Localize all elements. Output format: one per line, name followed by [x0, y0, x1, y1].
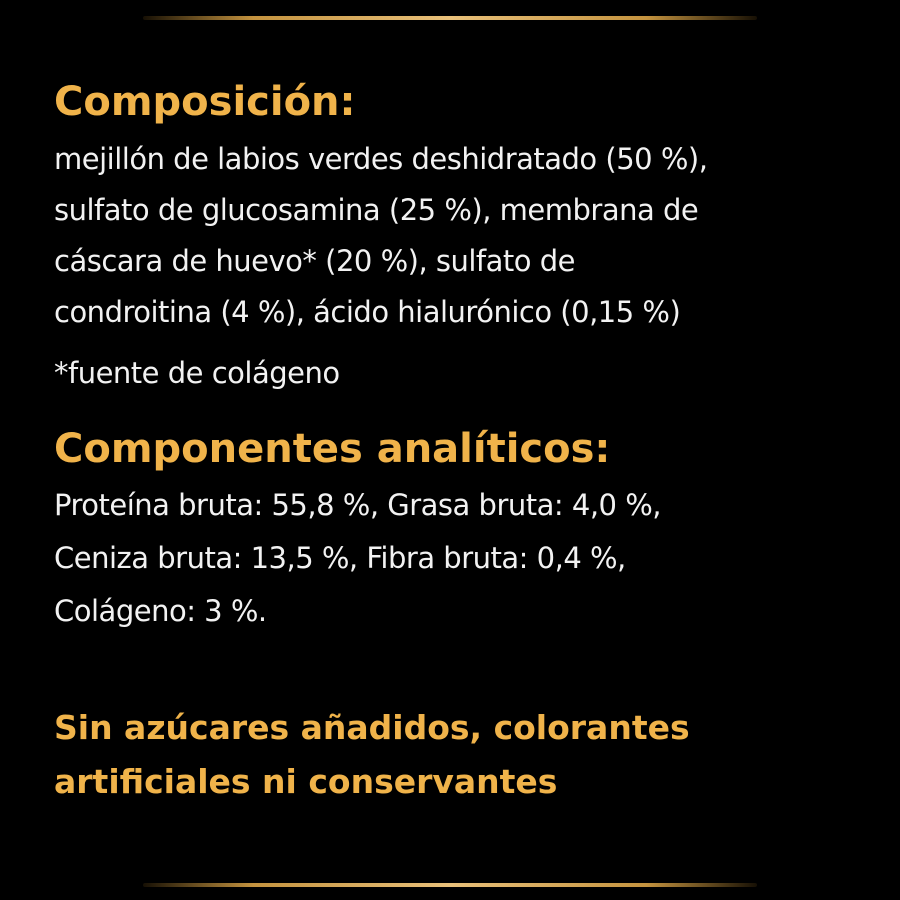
composition-line: sulfato de glucosamina (25 %), membrana de [54, 193, 699, 227]
composition-text [54, 134, 707, 338]
analytical-components-text [54, 479, 661, 638]
composition-line: condroitina (4 %), ácido hialurónico (0,15 %) [54, 295, 681, 329]
analytical-line: Ceniza bruta: 13,5 %, Fibra bruta: 0,4 %, [54, 541, 626, 575]
claim-line: artificiales ni conservantes [54, 762, 558, 801]
top-gold-divider [143, 16, 757, 20]
composition-line: cáscara de huevo* (20 %), sulfato de [54, 244, 575, 278]
collagen-footnote: *fuente de colágeno [54, 356, 340, 390]
analytical-components-heading: Componentes analíticos: [54, 426, 611, 472]
composition-line: mejillón de labios verdes deshidratado (50 %), [54, 142, 708, 176]
bottom-gold-divider [143, 883, 757, 887]
analytical-line: Proteína bruta: 55,8 %, Grasa bruta: 4,0 %, [54, 488, 661, 522]
analytical-line: Colágeno: 3 %. [54, 594, 267, 628]
no-additives-claim [54, 701, 690, 809]
composition-heading: Composición: [54, 79, 356, 125]
claim-line: Sin azúcares añadidos, colorantes [54, 708, 690, 747]
